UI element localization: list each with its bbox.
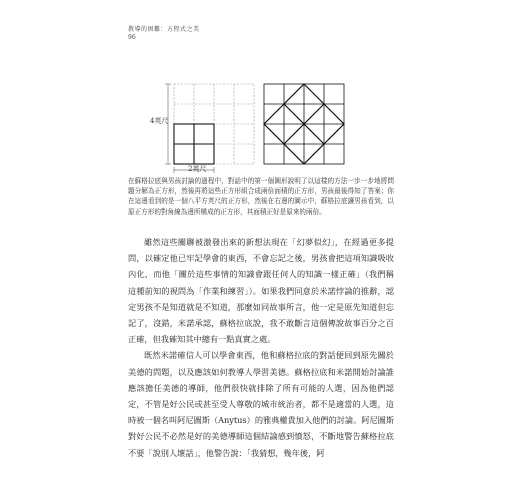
paragraph: 雖然這些關聯被激發出來的新想法現在「幻夢似幻」，在經過更多提問，以確定他已牢記學會的東西，不會忘記之後，男孩會把這項知識吸收內化，而他「關於這些事情的知識會跟任何人的知識一樣正確」（我們稱這種前知的視問為「作業和練習」）。如果我們同意於米諾悖論的推辭，認定男孩不是知道就是不知道，那麼如同故事所言，他一定是原先知道但忘記了，沒錯，米諾承認，蘇格拉底說，我不敢斷言這個傳說故事百分之百正確，但我確知其中總有一點真實之處。 xyxy=(128,237,394,345)
geometry-figure xyxy=(128,80,398,190)
body-text xyxy=(128,234,394,461)
paragraph: 既然米諾確信人可以學會東西，他和蘇格拉底的對話便回到原先關於美德的問題，以及應該如何教導人學習美德。蘇格拉底和米諾開始討論誰應該擔任美德的導師，他們很快就排除了所有可能的人選，因為他們認定，不管是好公民或甚至受人尊敬的城市統治者，都不是適當的人選，這時被一個名叫阿尼圖斯（Anytus）的雅典權貴加入他們的討論。阿尼圖斯對好公民不必然是好的美德導師這個結論感到憤怒，不斷地警告蘇格拉底不要「說別人壞話」，他警告說：「我猜想，幾年後，阿 xyxy=(128,350,395,458)
label-four-feet: 4英尺 xyxy=(150,117,169,125)
left-square-solid xyxy=(174,124,214,164)
square-diagram xyxy=(128,80,398,190)
left-dimension-lines xyxy=(165,84,214,173)
running-head: 教導的困難：方程式之美 xyxy=(128,26,200,33)
label-two-feet: 2英尺 xyxy=(188,165,207,173)
figure-caption: 在蘇格拉底與男孩討論的過程中，對話中的第一個圖形說明了以這樣的方法一步一步地將問題分解為正方形，然後再將這些正方形組合成兩倍面積的正方形，男孩最後得知了答案；你在這邊看到的是一個八平方英尺的正方形，然後在右邊的圖示中，蘇格拉底讓男孩看到，以原正方形的對角線為邊所構成的正方形，其面積正好是原來的兩倍。 xyxy=(128,177,394,216)
page-number: 96 xyxy=(128,34,136,41)
